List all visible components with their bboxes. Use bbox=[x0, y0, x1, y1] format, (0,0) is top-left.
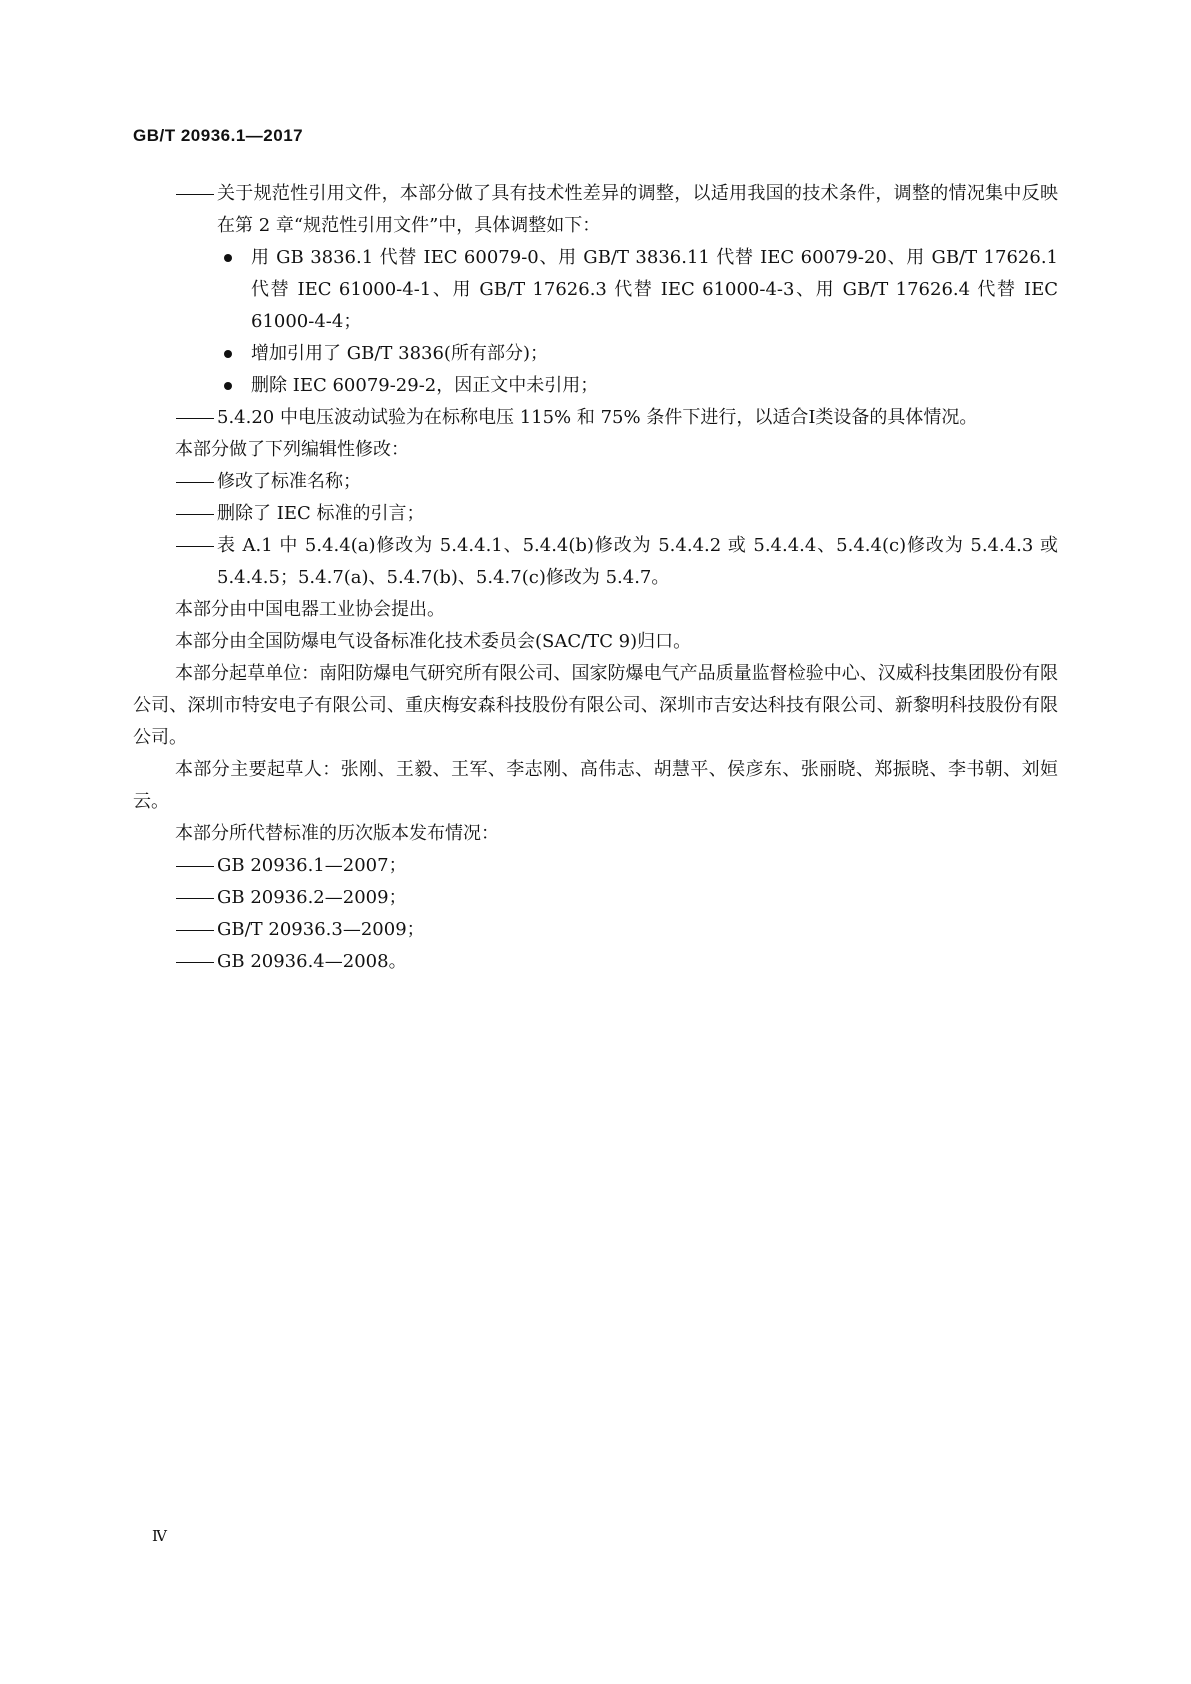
paragraph-previous-editions: 本部分所代替标准的历次版本发布情况： bbox=[175, 823, 499, 844]
item-text: 删除了 IEC 标准的引言； bbox=[217, 503, 425, 524]
bullet-dot-icon bbox=[224, 382, 232, 390]
dash-item-normative-references bbox=[133, 178, 1058, 242]
dash-item-previous-edition bbox=[133, 850, 1058, 882]
item-text: 用 GB 3836.1 代替 IEC 60079-0、用 GB/T 3836.11 代替 IEC 60079-20、用 GB/T 17626.1 代替 IEC 61000-4-1、用 GB/T 17626.3 代替 IEC 61000-4-3、用 GB/T 17626.4 代替 IEC 61000-4-4； bbox=[251, 247, 1058, 332]
item-text: 表 A.1 中 5.4.4(a)修改为 5.4.4.1、5.4.4(b)修改为 5.4.4.2 或 5.4.4.4、5.4.4(c)修改为 5.4.4.3 或 5.4.4.5；5.4.7(a)、5.4.7(b)、5.4.7(c)修改为 5.4.7。 bbox=[217, 535, 1058, 588]
item-text: 修改了标准名称； bbox=[217, 471, 361, 492]
page-number: Ⅳ bbox=[152, 1529, 167, 1545]
em-dash-marker bbox=[175, 530, 217, 562]
paragraph-main-drafters: 本部分主要起草人：张刚、王毅、王军、李志刚、高伟志、胡慧平、侯彦东、张丽晓、郑振晓、李书朝、刘姮云。 bbox=[133, 759, 1058, 812]
item-text: GB 20936.4—2008。 bbox=[217, 951, 407, 972]
dash-item-voltage-test bbox=[133, 402, 1058, 434]
dash-item-title-change bbox=[133, 466, 1058, 498]
bullet-item-added-reference bbox=[133, 338, 1058, 370]
em-dash-marker bbox=[175, 882, 217, 914]
em-dash-marker bbox=[175, 402, 217, 434]
dash-item-previous-edition bbox=[133, 946, 1058, 978]
em-dash-marker bbox=[175, 498, 217, 530]
em-dash-marker bbox=[175, 850, 217, 882]
item-text: GB/T 20936.3—2009； bbox=[217, 919, 425, 940]
em-dash-marker bbox=[175, 946, 217, 978]
bullet-item-replacements bbox=[133, 242, 1058, 338]
item-text: 增加引用了 GB/T 3836(所有部分)； bbox=[251, 343, 548, 364]
paragraph-technical-committee: 本部分由全国防爆电气设备标准化技术委员会(SAC/TC 9)归口。 bbox=[175, 631, 692, 652]
item-text: GB 20936.1—2007； bbox=[217, 855, 407, 876]
dash-item-previous-edition bbox=[133, 914, 1058, 946]
em-dash-marker bbox=[175, 914, 217, 946]
paragraph-editorial-changes: 本部分做了下列编辑性修改： bbox=[175, 439, 409, 460]
em-dash-marker bbox=[175, 178, 217, 210]
dash-item-table-a1-changes bbox=[133, 530, 1058, 594]
bullet-dot-icon bbox=[224, 254, 232, 262]
dash-item-previous-edition bbox=[133, 882, 1058, 914]
document-body bbox=[133, 178, 1058, 978]
item-text: 关于规范性引用文件，本部分做了具有技术性差异的调整，以适用我国的技术条件，调整的情况集中反映在第 2 章“规范性引用文件”中，具体调整如下： bbox=[217, 183, 1058, 236]
paragraph-proposed-by: 本部分由中国电器工业协会提出。 bbox=[175, 599, 445, 620]
bullet-dot-icon bbox=[224, 350, 232, 358]
standard-number-header: GB/T 20936.1—2017 bbox=[133, 126, 304, 145]
item-text: 删除 IEC 60079-29-2，因正文中未引用； bbox=[251, 375, 599, 396]
em-dash-marker bbox=[175, 466, 217, 498]
item-text: GB 20936.2—2009； bbox=[217, 887, 407, 908]
item-text: 5.4.20 中电压波动试验为在标称电压 115% 和 75% 条件下进行，以适合Ⅰ类设备的具体情况。 bbox=[217, 407, 978, 428]
bullet-item-deleted-reference bbox=[133, 370, 1058, 402]
dash-item-introduction-removed bbox=[133, 498, 1058, 530]
paragraph-drafting-organizations: 本部分起草单位：南阳防爆电气研究所有限公司、国家防爆电气产品质量监督检验中心、汉威科技集团股份有限公司、深圳市特安电子有限公司、重庆梅安森科技股份有限公司、深圳市吉安达科技有限公司、新黎明科技股份有限公司。 bbox=[133, 663, 1058, 748]
